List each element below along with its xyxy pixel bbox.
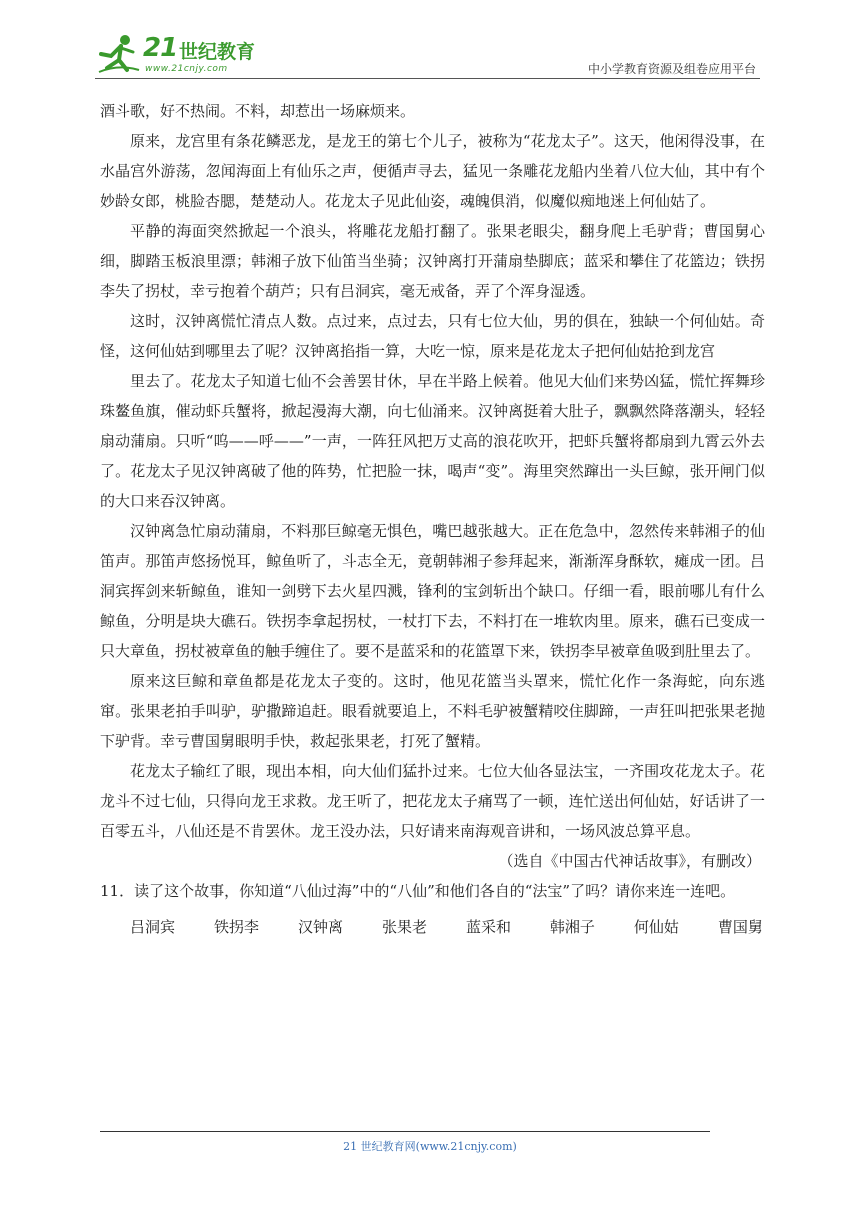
page-header	[95, 30, 760, 80]
immortal-name: 蓝采和	[465, 918, 511, 936]
logo-text: 世纪教育	[179, 41, 256, 63]
runner-icon	[97, 34, 141, 74]
immortal-name: 韩湘子	[549, 918, 595, 936]
paragraph: 原来，龙宫里有条花鳞恶龙，是龙王的第七个儿子，被称为“花龙太子”。这天，他闲得没事，在水晶宫外游荡，忽闻海面上有仙乐之声，便循声寻去，猛见一条雕花龙船内坐着八位大仙，其中有个妙龄女郎，桃脸杏腮，楚楚动人。花龙太子见此仙姿，魂魄俱消，似魔似痴地迷上何仙姑了。	[100, 132, 765, 210]
immortal-name: 何仙姑	[633, 918, 679, 936]
platform-name: 中小学教育资源及组卷应用平台	[587, 62, 756, 76]
paragraph: 酒斗歌，好不热闹。不料，却惹出一场麻烦来。	[100, 102, 416, 120]
question-11: 11．读了这个故事，你知道“八仙过海”中的“八仙”和他们各自的“法宝”了吗？请你来连一连吧。	[100, 882, 736, 900]
paragraph: 这时，汉钟离慌忙清点人数。点过来，点过去，只有七位大仙，男的俱在，独缺一个何仙姑。奇怪，这何仙姑到哪里去了呢？汉钟离掐指一算，大吃一惊，原来是花龙太子把何仙姑抢到龙宫	[100, 312, 765, 360]
immortal-name: 吕洞宾	[130, 918, 176, 936]
immortal-name: 张果老	[381, 918, 427, 936]
page-footer: 21 世纪教育网(www.21cnjy.com)	[343, 1140, 517, 1153]
logo-number: 21	[143, 33, 178, 63]
header-divider	[95, 78, 760, 79]
immortal-name: 曹国舅	[717, 918, 763, 936]
site-logo	[95, 30, 265, 78]
immortal-name: 铁拐李	[213, 918, 259, 936]
paragraph: 汉钟离急忙扇动蒲扇，不料那巨鲸毫无惧色，嘴巴越张越大。正在危急中，忽然传来韩湘子的仙笛声。那笛声悠扬悦耳，鲸鱼听了，斗志全无，竟朝韩湘子参拜起来，渐渐浑身酥软，瘫成一团。吕洞宾挥剑来斩鲸鱼，谁知一剑劈下去火星四溅，锋利的宝剑斩出个缺口。仔细一看，眼前哪儿有什么鲸鱼，分明是块大礁石。铁拐李拿起拐杖，一杖打下去，不料打在一堆软肉里。原来，礁石已变成一只大章鱼，拐杖被章鱼的触手缠住了。要不是蓝采和的花篮罩下来，铁拐李早被章鱼吸到肚里去了。	[100, 522, 765, 660]
immortal-names-row	[100, 912, 765, 942]
paragraph: 平静的海面突然掀起一个浪头，将雕花龙船打翻了。张果老眼尖，翻身爬上毛驴背；曹国舅心细，脚踏玉板浪里漂；韩湘子放下仙笛当坐骑；汉钟离打开蒲扇垫脚底；蓝采和攀住了花篮边；铁拐李失了拐杖，幸亏抱着个葫芦；只有吕洞宾，毫无戒备，弄了个浑身湿透。	[100, 222, 765, 300]
paragraph: 原来这巨鲸和章鱼都是花龙太子变的。这时，他见花篮当头罩来，慌忙化作一条海蛇，向东逃窜。张果老拍手叫驴，驴撒蹄追赶。眼看就要追上，不料毛驴被蟹精咬住脚蹄，一声狂叫把张果老抛下驴背。幸亏曹国舅眼明手快，救起张果老，打死了蟹精。	[100, 672, 765, 750]
immortal-name: 汉钟离	[297, 918, 343, 936]
paragraph: 花龙太子输红了眼，现出本相，向大仙们猛扑过来。七位大仙各显法宝，一齐围攻花龙太子。花龙斗不过七仙，只得向龙王求救。龙王听了，把花龙太子痛骂了一顿，连忙送出何仙姑，好话讲了一百零五斗，八仙还是不肯罢休。龙王没办法，只好请来南海观音讲和，一场风波总算平息。	[100, 762, 765, 840]
source-citation: （选自《中国古代神话故事》，有删改）	[498, 852, 761, 870]
article-body	[100, 96, 765, 942]
paragraph: 里去了。花龙太子知道七仙不会善罢甘休，早在半路上候着。他见大仙们来势凶猛，慌忙挥舞珍珠鳌鱼旗，催动虾兵蟹将，掀起漫海大潮，向七仙涌来。汉钟离挺着大肚子，飘飘然降落潮头，轻轻扇动蒲扇。只听“呜——呼——”一声，一阵狂风把万丈高的浪花吹开，把虾兵蟹将都扇到九霄云外去了。花龙太子见汉钟离破了他的阵势，忙把脸一抹，喝声“变”。海里突然蹿出一头巨鲸，张开闸门似的大口来吞汉钟离。	[100, 372, 765, 510]
logo-url: www.21cnjy.com	[145, 64, 228, 74]
footer-divider	[100, 1131, 710, 1132]
